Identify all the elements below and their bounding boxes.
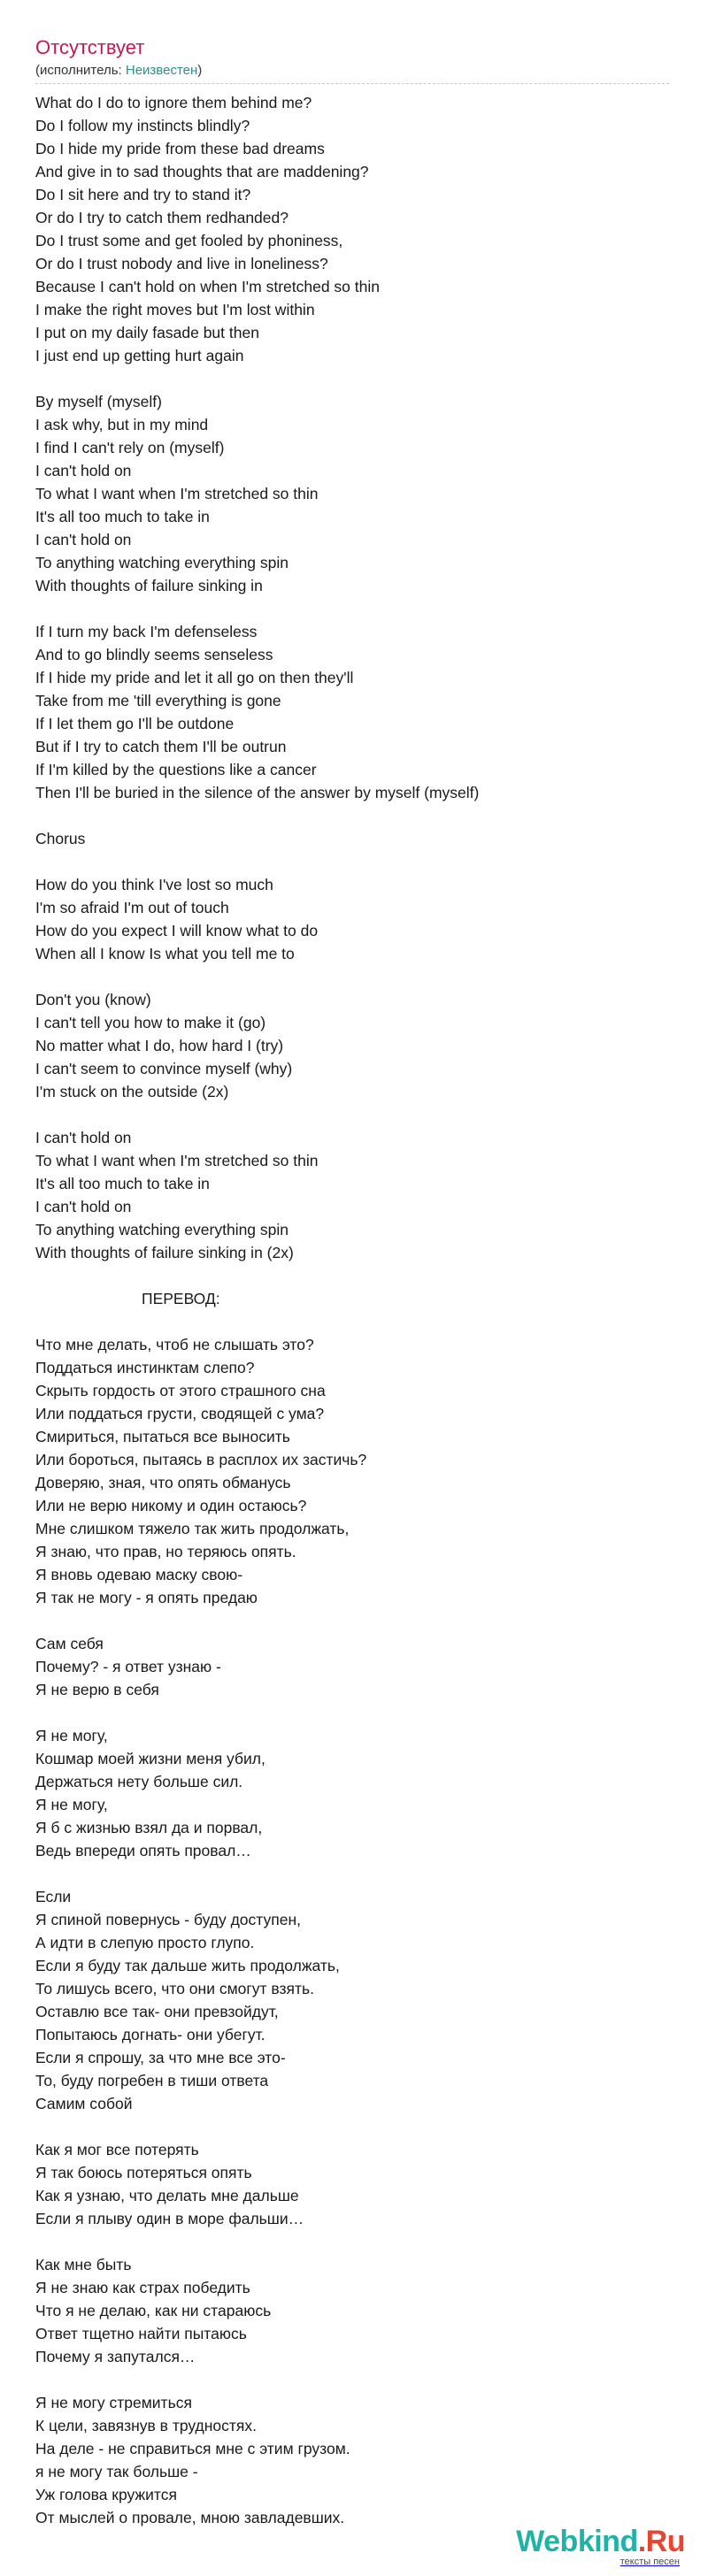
lyric-line: I put on my daily fasade but then xyxy=(35,324,259,341)
webkind-logo[interactable] xyxy=(516,2525,685,2567)
lyric-line: То, буду погребен в тиши ответа xyxy=(35,2072,269,2089)
lyric-line: I can't tell you how to make it (go) xyxy=(35,1014,266,1031)
artist-prefix: (исполнитель: xyxy=(35,63,126,78)
lyric-line: I can't hold on xyxy=(35,462,132,479)
brand-tagline: тексты песен xyxy=(620,2557,680,2567)
lyric-line: Do I hide my pride from these bad dreams xyxy=(35,140,325,157)
lyric-line: How do you expect I will know what to do xyxy=(35,922,319,939)
lyric-line: Я не могу, xyxy=(35,1727,108,1744)
lyric-line: Or do I try to catch them redhanded? xyxy=(35,209,289,226)
lyric-line: Уж голова кружится xyxy=(35,2486,177,2503)
lyric-line: Я спиной повернусь - буду доступен, xyxy=(35,1911,301,1928)
lyric-line: It's all too much to take in xyxy=(35,1175,210,1192)
lyric-line: I can't hold on xyxy=(35,1129,132,1146)
translation-stanza xyxy=(35,2253,669,2368)
lyrics-body xyxy=(35,91,669,2529)
lyric-line: Поддаться инстинктам слепо? xyxy=(35,1359,255,1376)
lyric-line: Если я плыву один в море фальши… xyxy=(35,2210,304,2227)
lyrics-stanza xyxy=(35,1126,669,1264)
lyric-line: Мне слишком тяжело так жить продолжать, xyxy=(35,1520,350,1537)
artist-line xyxy=(35,62,669,80)
lyric-line: Chorus xyxy=(35,830,86,847)
lyric-line: I can't hold on xyxy=(35,1198,132,1215)
lyric-line: Я не могу стремиться xyxy=(35,2394,192,2411)
lyric-line: Почему я запутался… xyxy=(35,2348,196,2365)
lyric-line: Почему? - я ответ узнаю - xyxy=(35,1658,221,1675)
lyric-line: Я вновь одеваю маску свою- xyxy=(35,1566,243,1583)
lyric-line: Смириться, пытаться все выносить xyxy=(35,1428,290,1445)
lyric-line: я не могу так больше - xyxy=(35,2463,198,2480)
lyric-line: With thoughts of failure sinking in xyxy=(35,577,263,594)
lyric-line: How do you think I've lost so much xyxy=(35,876,273,893)
lyric-line: Или бороться, пытаясь в расплох их застичь? xyxy=(35,1451,367,1468)
lyric-line: Я не верю в себя xyxy=(35,1681,159,1698)
lyric-line: Ведь впереди опять провал… xyxy=(35,1842,251,1859)
translation-stanza xyxy=(35,1724,669,1862)
lyric-line: It's all too much to take in xyxy=(35,508,210,525)
lyric-line: Если xyxy=(35,1888,72,1905)
brand-tld: .Ru xyxy=(637,2525,685,2558)
lyric-line: And give in to sad thoughts that are maddening? xyxy=(35,163,369,180)
lyric-line: От мыслей о провале, мною завладевших. xyxy=(35,2509,345,2526)
lyric-line: Скрыть гордость от этого страшного сна xyxy=(35,1382,326,1399)
lyric-line: Держаться нету больше сил. xyxy=(35,1773,243,1790)
lyric-line: I ask why, but in my mind xyxy=(35,416,209,433)
lyrics-translation xyxy=(35,1333,669,2529)
header-divider xyxy=(35,83,669,84)
lyric-line: I'm stuck on the outside (2x) xyxy=(35,1083,229,1100)
lyric-line: When all I know Is what you tell me to xyxy=(35,945,295,962)
lyrics-stanza xyxy=(35,390,669,597)
lyric-line: Оставлю все так- они превзойдут, xyxy=(35,2003,279,2020)
artist-suffix: ) xyxy=(197,63,203,78)
lyric-line: Then I'll be buried in the silence of the answer by myself (myself) xyxy=(35,784,480,801)
lyric-line: If I turn my back I'm defenseless xyxy=(35,623,258,640)
lyric-line: Do I trust some and get fooled by phoniness, xyxy=(35,232,343,249)
lyric-line: Попытаюсь догнать- они убегут. xyxy=(35,2026,266,2043)
lyric-line: Я знаю, что прав, но теряюсь опять. xyxy=(35,1543,296,1560)
lyric-line: I make the right moves but I'm lost within xyxy=(35,301,315,318)
lyric-line: By myself (myself) xyxy=(35,393,162,410)
lyric-line: Или поддаться грусти, сводящей с ума? xyxy=(35,1405,325,1422)
lyric-line: Я б с жизнью взял да и порвал, xyxy=(35,1819,263,1836)
lyric-line: Как мне быть xyxy=(35,2256,132,2273)
translation-stanza xyxy=(35,2391,669,2529)
brand-name xyxy=(516,2525,685,2558)
translation-stanza xyxy=(35,2138,669,2230)
lyric-line: Do I sit here and try to stand it? xyxy=(35,186,251,203)
lyric-line: Because I can't hold on when I'm stretched so thin xyxy=(35,278,380,295)
lyric-line: If I let them go I'll be outdone xyxy=(35,715,235,732)
lyric-line: If I hide my pride and let it all go on then they'll xyxy=(35,669,354,686)
lyric-line: Самим собой xyxy=(35,2095,133,2112)
translation-stanza xyxy=(35,1885,669,2115)
lyric-line: Кошмар моей жизни меня убил, xyxy=(35,1750,266,1767)
lyrics-stanza xyxy=(35,620,669,804)
lyric-line: Ответ тщетно найти пытаюсь xyxy=(35,2325,247,2342)
lyric-line: Я не знаю как страх победить xyxy=(35,2279,250,2296)
lyric-line: Если я спрошу, за что мне все это- xyxy=(35,2049,286,2066)
lyric-line: Take from me 'till everything is gone xyxy=(35,692,281,709)
lyric-line: Доверяю, зная, что опять обманусь xyxy=(35,1474,291,1491)
lyric-line: To what I want when I'm stretched so thin xyxy=(35,485,319,502)
lyrics-stanza xyxy=(35,91,669,367)
lyric-line: What do I do to ignore them behind me? xyxy=(35,94,312,111)
lyric-line: Что мне делать, чтоб не слышать это? xyxy=(35,1336,314,1353)
translation-stanza xyxy=(35,1333,669,1609)
lyric-line: Сам себя xyxy=(35,1635,104,1652)
translation-heading: ПЕРЕВОД: xyxy=(142,1290,220,1307)
lyrics-stanza xyxy=(35,827,669,850)
lyric-line: Я так не могу - я опять предаю xyxy=(35,1589,258,1606)
lyric-line: А идти в слепую просто глупо. xyxy=(35,1934,255,1951)
lyrics-stanza xyxy=(35,873,669,965)
lyric-line: На деле - не справиться мне с этим грузом. xyxy=(35,2440,350,2457)
lyric-line: Если я буду так дальше жить продолжать, xyxy=(35,1957,340,1974)
lyric-line: If I'm killed by the questions like a cancer xyxy=(35,761,317,778)
lyric-line: I can't hold on xyxy=(35,531,132,548)
lyric-line: To what I want when I'm stretched so thin xyxy=(35,1152,319,1169)
brand-name-main: Webkind xyxy=(516,2525,638,2558)
lyrics-original xyxy=(35,91,669,1264)
lyric-line: With thoughts of failure sinking in (2x) xyxy=(35,1244,294,1261)
lyric-line: And to go blindly seems senseless xyxy=(35,646,273,663)
lyric-line: К цели, завязнув в трудностях. xyxy=(35,2417,258,2434)
lyric-line: Как я узнаю, что делать мне дальше xyxy=(35,2187,299,2204)
lyric-line: Что я не делаю, как ни стараюсь xyxy=(35,2302,272,2319)
lyric-line: То лишусь всего, что они смогут взять. xyxy=(35,1980,314,1997)
lyric-line: Я так боюсь потеряться опять xyxy=(35,2164,252,2181)
lyric-line: To anything watching everything spin xyxy=(35,554,289,571)
lyric-line: But if I try to catch them I'll be outrun xyxy=(35,738,287,755)
lyric-line: To anything watching everything spin xyxy=(35,1221,289,1238)
lyric-line: Или не верю никому и один остаюсь? xyxy=(35,1497,307,1514)
lyric-line: Я не могу, xyxy=(35,1796,108,1813)
lyrics-stanza xyxy=(35,988,669,1103)
lyric-line: Don't you (know) xyxy=(35,991,151,1008)
lyric-line: Как я мог все потерять xyxy=(35,2141,199,2158)
lyric-line: I can't seem to convince myself (why) xyxy=(35,1060,293,1077)
lyric-line: I find I can't rely on (myself) xyxy=(35,439,225,456)
lyric-line: I'm so afraid I'm out of touch xyxy=(35,899,229,916)
artist-link[interactable]: Неизвестен xyxy=(125,63,198,78)
lyric-line: No matter what I do, how hard I (try) xyxy=(35,1037,284,1054)
song-page xyxy=(35,35,669,2552)
lyric-line: Do I follow my instincts blindly? xyxy=(35,117,250,134)
lyric-line: I just end up getting hurt again xyxy=(35,347,244,364)
translation-stanza xyxy=(35,1632,669,1701)
song-title: Отсутствует xyxy=(35,36,145,58)
lyric-line: Or do I trust nobody and live in loneliness? xyxy=(35,255,328,272)
